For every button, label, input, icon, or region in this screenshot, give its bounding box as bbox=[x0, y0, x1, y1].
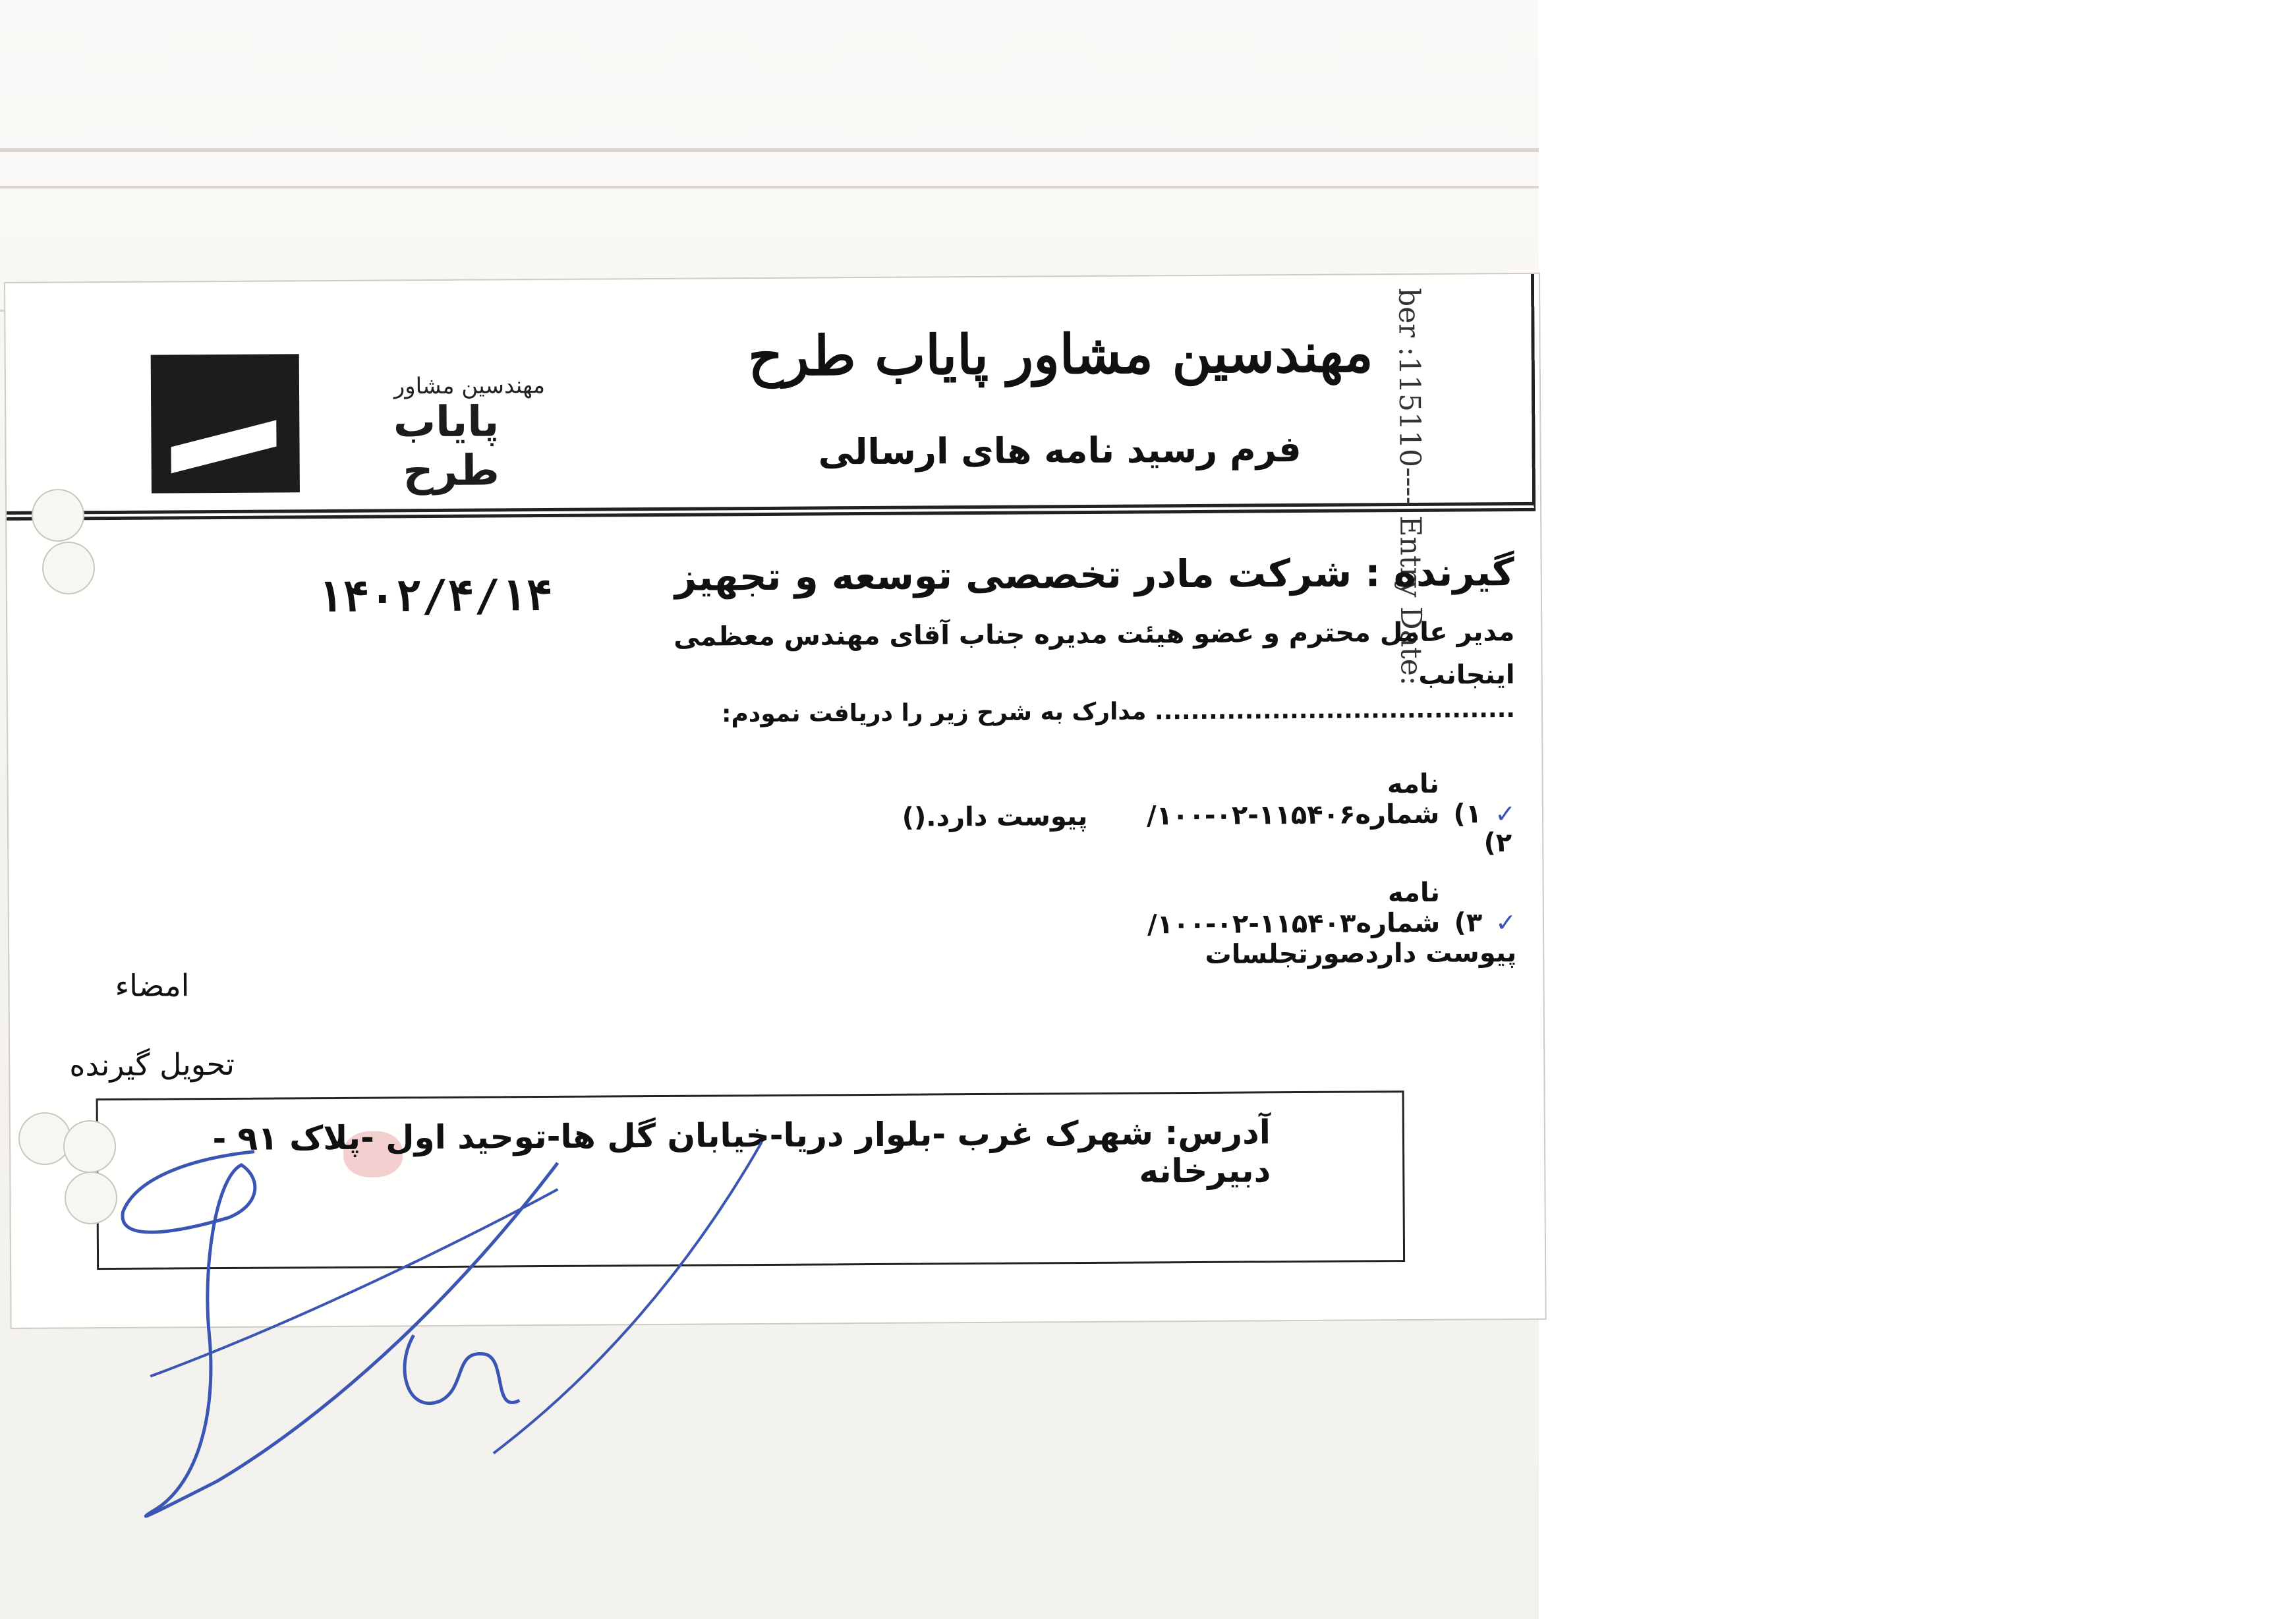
punch-hole bbox=[42, 542, 95, 594]
attachment-note: پیوست دارد.() bbox=[902, 801, 1088, 833]
punch-hole bbox=[32, 489, 84, 542]
list-item bbox=[791, 768, 1516, 833]
receipt-statement: ........................................ مدارک به شرح زیر را دریافت نمودم: bbox=[721, 696, 1516, 728]
scan-edge-line bbox=[0, 148, 1539, 152]
receipt-date: ۱۴۰۲/۴/۱۴ bbox=[316, 569, 553, 623]
list-item bbox=[791, 877, 1517, 970]
letter-reference: نامه شماره۱۱۵۴۰۳-۰۲-۱۰۰/ bbox=[1147, 877, 1441, 940]
form-title: فرم رسید نامه های ارسالی bbox=[818, 428, 1302, 473]
check-icon: ✓ bbox=[1495, 908, 1517, 938]
item-number: ۳) bbox=[1454, 907, 1483, 938]
item-number: ۱) bbox=[1453, 799, 1482, 830]
item-number: ۲) bbox=[1483, 828, 1512, 859]
side-reference-text: ber :115110---- Entry Date: bbox=[1392, 287, 1428, 686]
punch-hole bbox=[65, 1172, 117, 1224]
attachment-note: پیوست داردصورتجلسات bbox=[1205, 938, 1517, 970]
punch-hole bbox=[63, 1120, 116, 1173]
signature-label: امضاء bbox=[115, 967, 190, 1004]
recipient-line: گیرنده : شرکت مادر تخصصی توسعه و تجهیز bbox=[674, 550, 1514, 600]
receiver-label: تحویل گیرنده bbox=[69, 1046, 235, 1083]
logo-subtitle: مهندسین مشاور bbox=[393, 372, 546, 400]
logo-name: پایاب طرح bbox=[393, 397, 500, 496]
check-icon: ✓ bbox=[1494, 799, 1516, 829]
logo-icon bbox=[151, 354, 300, 493]
company-title: مهندسین مشاور پایاب طرح bbox=[747, 321, 1373, 389]
scan-edge-line bbox=[0, 186, 1539, 188]
undersigned-label: اینجانب bbox=[1418, 660, 1515, 691]
list-item bbox=[791, 828, 1516, 872]
receipt-form bbox=[5, 274, 1545, 1328]
handwritten-signature bbox=[96, 1135, 824, 1535]
letter-reference: نامه شماره۱۱۵۴۰۶-۰۲-۱۰۰/ bbox=[1146, 768, 1440, 832]
addressee-line: مدیر عامل محترم و عضو هیئت مدیره جناب آقای مهندس معظمی bbox=[674, 617, 1515, 652]
punch-hole bbox=[18, 1112, 71, 1165]
letter-reference bbox=[1127, 851, 1470, 853]
address-text: آدرس: شهرک غرب -بلوار دریا-خیابان گل ها-توحید اول -پلاک ۹۱ - دبیرخانه bbox=[212, 1113, 1271, 1191]
